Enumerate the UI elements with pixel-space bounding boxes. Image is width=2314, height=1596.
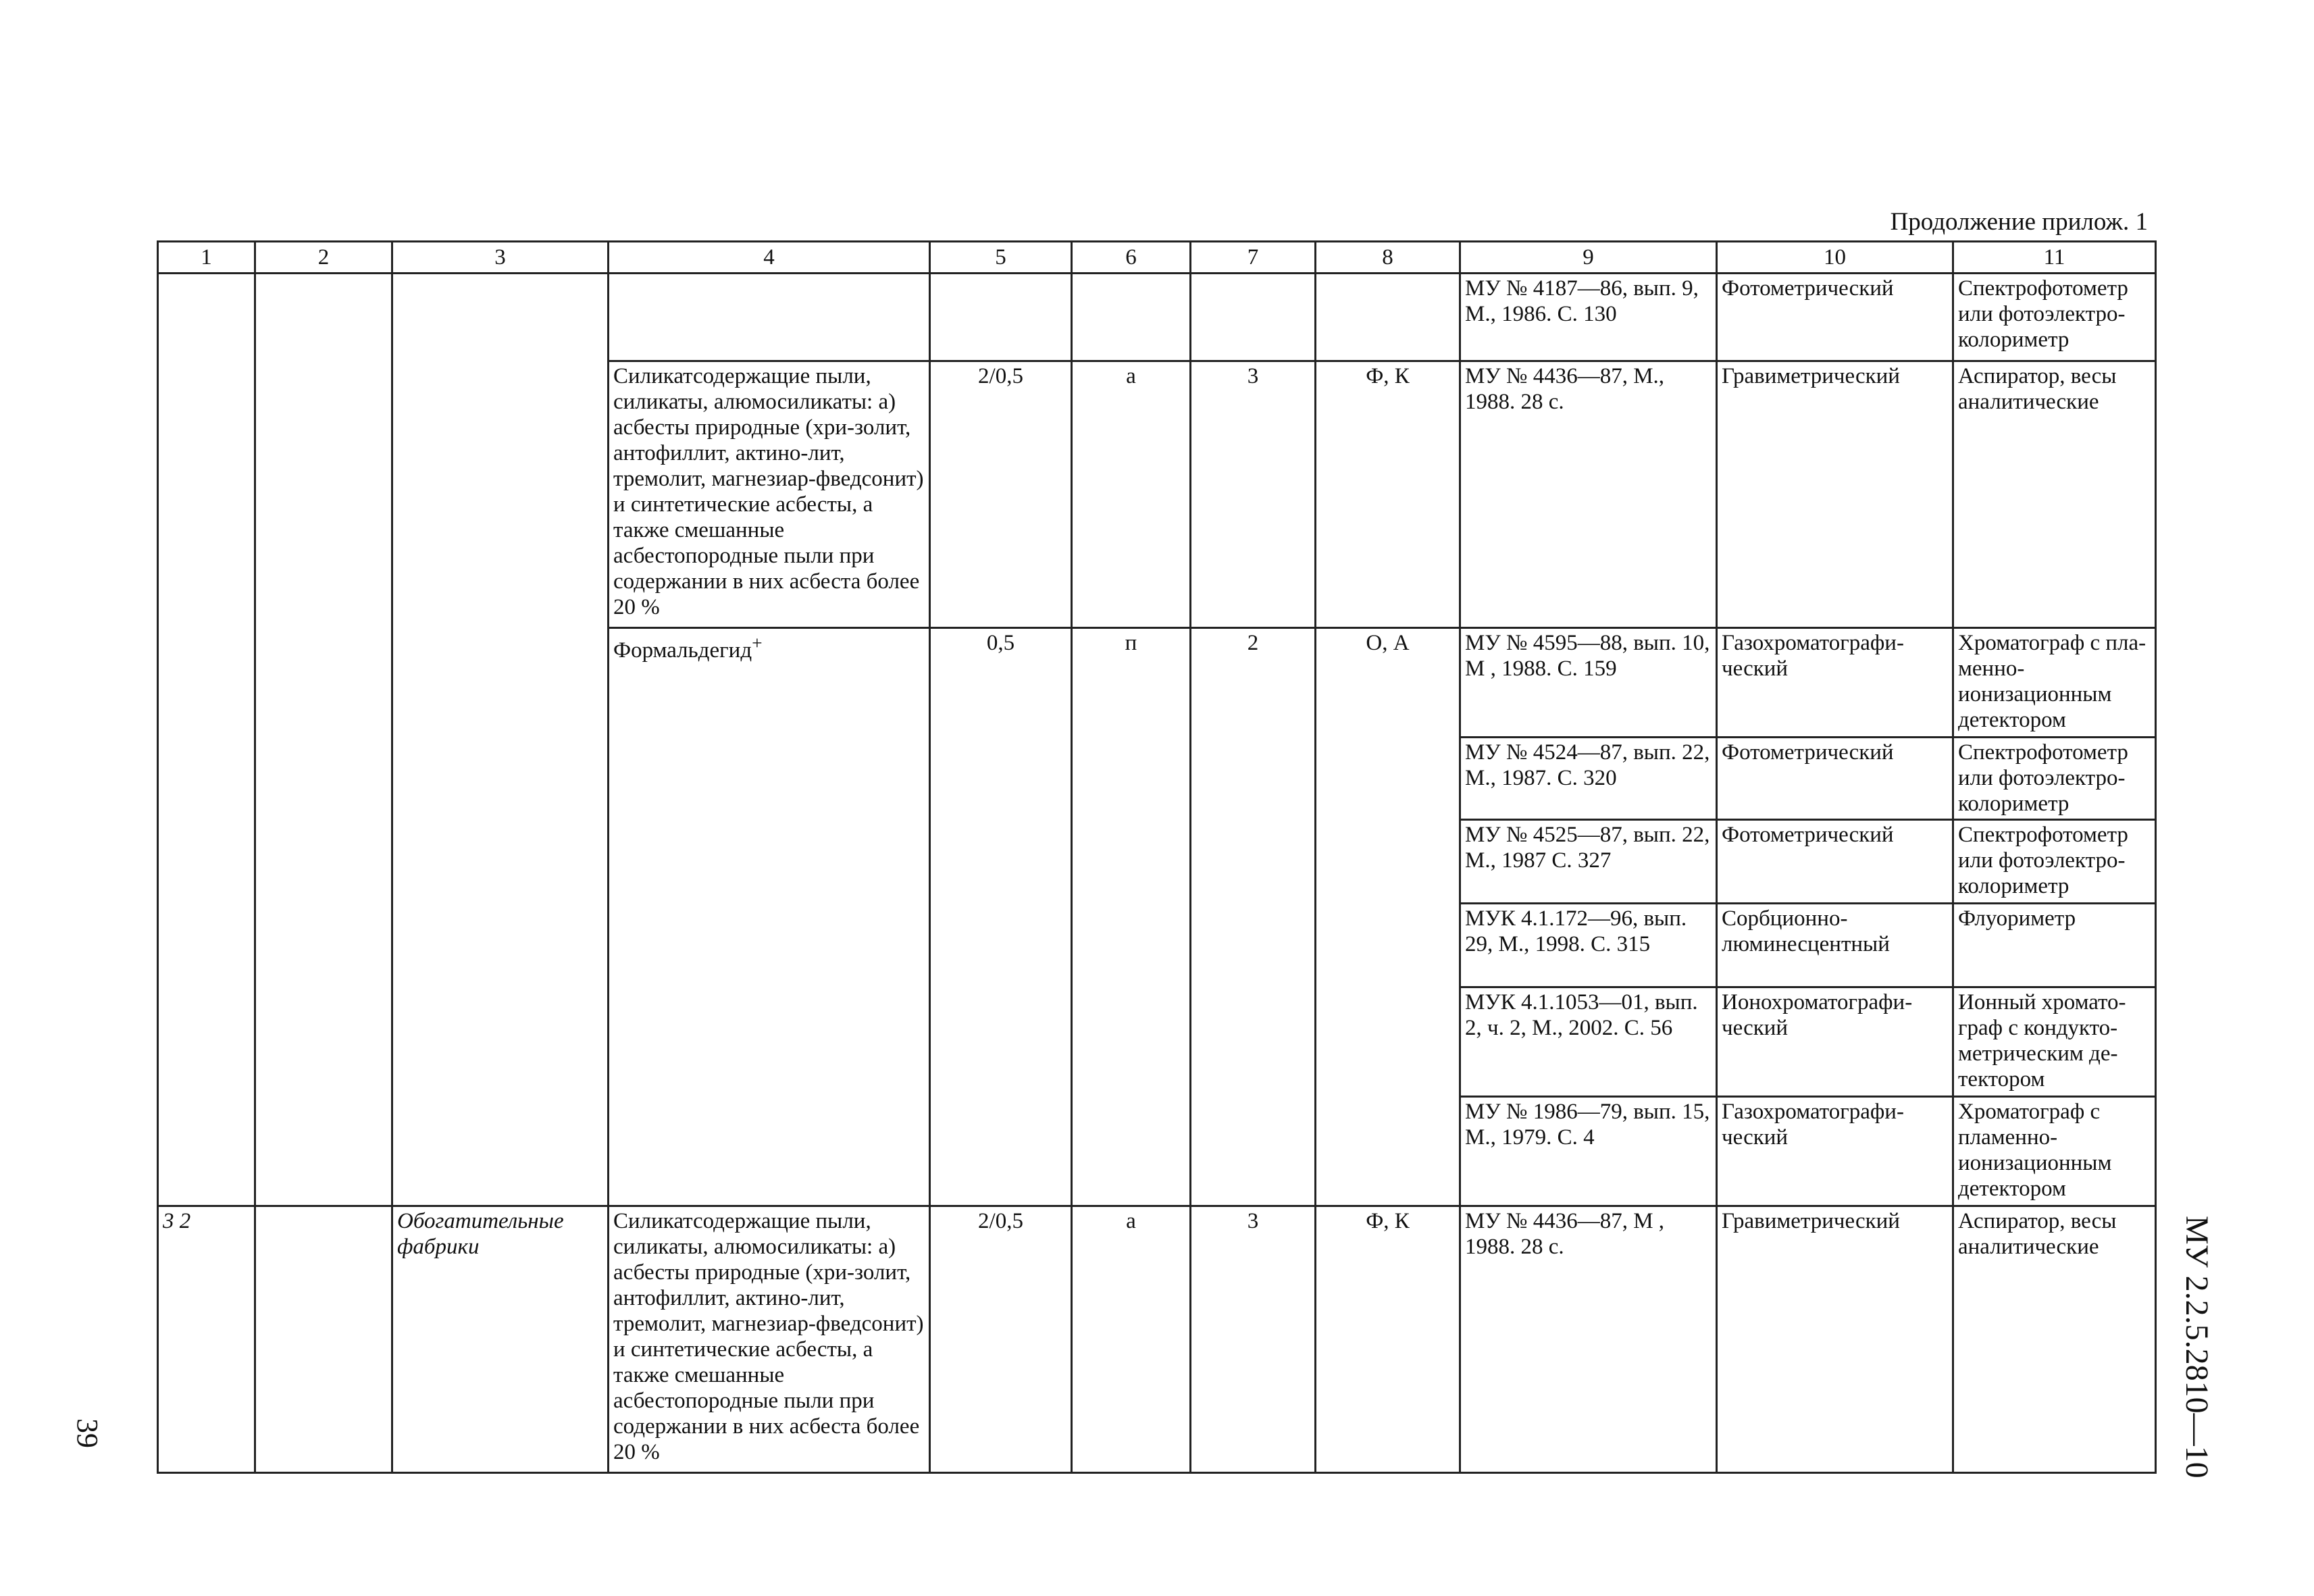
equipment-cell: Хроматограф с пла-менно-ионизационным детектором [1953,628,2156,738]
pdk-cell: 2/0,5 [930,1206,1072,1473]
header-cell: 9 [1460,242,1717,274]
equipment-cell: Спектрофотометр или фотоэлектро-колориметр [1953,274,2156,361]
header-row [158,242,2156,274]
substance-name: Формальдегид [613,638,752,663]
state-cell: а [1072,1206,1191,1473]
header-cell: 11 [1953,242,2156,274]
method-doc-cell: МУ № 4524—87, вып. 22, М., 1987. С. 320 [1460,738,1717,820]
cell-col7 [1191,274,1316,361]
pdk-cell: 0,5 [930,628,1072,1206]
methods-table [157,240,2157,1474]
substance-cell: Силикатсодержащие пыли, силикаты, алюмосиликаты: а) асбесты природные (хри-золит, антофиллит, актино-лит, тремолит, магнезиар-фведсонит) и синтетические асбесты, а также смешанные асбестопородные пыли при содержании в них асбеста более 20 % [609,1206,930,1473]
method-type-cell: Гравиметрический [1717,361,1953,628]
header-cell: 10 [1717,242,1953,274]
hazard-class-cell: 3 [1191,361,1316,628]
substance-footnote-mark: + [752,632,763,653]
cell-col5 [930,274,1072,361]
continuation-label: Продолжение прилож. 1 [1890,208,2148,236]
cell-col3 [392,274,609,1206]
method-type-cell: Гравиметрический [1717,1206,1953,1473]
header-cell: 6 [1072,242,1191,274]
method-doc-cell: МУ № 4187—86, вып. 9, М., 1986. С. 130 [1460,274,1717,361]
equipment-cell: Аспиратор, весы аналитические [1953,1206,2156,1473]
method-doc-cell: МУК 4.1.1053—01, вып. 2, ч. 2, М., 2002. С. 56 [1460,987,1717,1097]
equipment-cell: Ионный хромато-граф с кондукто-метрическим де-тектором [1953,987,2156,1097]
pdk-cell: 2/0,5 [930,361,1072,628]
cell-col6 [1072,274,1191,361]
substance-cell [609,628,930,1206]
header-cell: 5 [930,242,1072,274]
header-cell: 3 [392,242,609,274]
header-cell: 8 [1316,242,1460,274]
state-cell: а [1072,361,1191,628]
cell-col2 [255,1206,392,1473]
hazard-class-cell: 3 [1191,1206,1316,1473]
action-cell: Ф, К [1316,1206,1460,1473]
item-number-cell: 3 2 [158,1206,255,1473]
equipment-cell: Спектрофотометр или фотоэлектро-колориметр [1953,738,2156,820]
method-doc-cell: МУ № 4595—88, вып. 10, М , 1988. С. 159 [1460,628,1717,738]
cell-col2 [255,274,392,1206]
method-type-cell: Газохроматографи-ческий [1717,1097,1953,1206]
hazard-class-cell: 2 [1191,628,1316,1206]
header-cell: 4 [609,242,930,274]
equipment-cell: Аспиратор, весы аналитические [1953,361,2156,628]
workplace-cell: Обогатительные фабрики [392,1206,609,1473]
table-row [158,1206,2156,1473]
cell-col1 [158,274,255,1206]
substance-cell: Силикатсодержащие пыли, силикаты, алюмосиликаты: а) асбесты природные (хри-золит, антофиллит, актино-лит, тремолит, магнезиар-фведсонит) и синтетические асбесты, а также смешанные асбестопородные пыли при содержании в них асбеста более 20 % [609,361,930,628]
table-row [158,274,2156,361]
state-cell: п [1072,628,1191,1206]
page-number: 39 [71,1418,104,1448]
method-doc-cell: МУ № 1986—79, вып. 15, М., 1979. С. 4 [1460,1097,1717,1206]
method-doc-cell: МУ № 4436—87, М., 1988. 28 с. [1460,361,1717,628]
equipment-cell: Флуориметр [1953,904,2156,987]
equipment-cell: Спектрофотометр или фотоэлектро-колориметр [1953,820,2156,904]
cell-col4 [609,274,930,361]
header-cell: 1 [158,242,255,274]
action-cell: Ф, К [1316,361,1460,628]
method-type-cell: Фотометрический [1717,738,1953,820]
equipment-cell: Хроматограф с пламенно-ионизационным детектором [1953,1097,2156,1206]
method-type-cell: Ионохроматографи-ческий [1717,987,1953,1097]
method-type-cell: Фотометрический [1717,274,1953,361]
method-type-cell: Газохроматографи-ческий [1717,628,1953,738]
action-cell: О, А [1316,628,1460,1206]
document-code: МУ 2.2.5.2810—10 [2179,1216,2215,1478]
header-cell: 7 [1191,242,1316,274]
method-doc-cell: МУК 4.1.172—96, вып. 29, М., 1998. С. 315 [1460,904,1717,987]
cell-col8 [1316,274,1460,361]
method-doc-cell: МУ № 4436—87, М , 1988. 28 с. [1460,1206,1717,1473]
method-doc-cell: МУ № 4525—87, вып. 22, М., 1987 С. 327 [1460,820,1717,904]
method-type-cell: Сорбционно-люминесцентный [1717,904,1953,987]
header-cell: 2 [255,242,392,274]
method-type-cell: Фотометрический [1717,820,1953,904]
